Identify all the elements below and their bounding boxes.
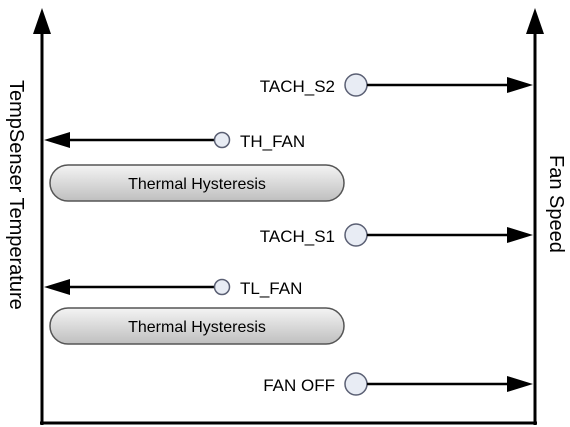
hysteresis-lower-label: Thermal Hysteresis <box>128 319 266 336</box>
tl-fan-arrowhead <box>44 279 70 295</box>
left-axis-arrowhead <box>33 8 51 34</box>
tach-s2-node <box>345 74 367 96</box>
tach-s1-label: TACH_S1 <box>259 227 335 246</box>
right-axis-arrowhead <box>526 8 544 34</box>
tach-s1-arrowhead <box>507 227 533 243</box>
fan-off-label: FAN OFF <box>263 376 335 395</box>
hysteresis-upper-label: Thermal Hysteresis <box>128 176 266 193</box>
th-fan-arrowhead <box>44 132 70 148</box>
tach-s2-label: TACH_S2 <box>259 77 335 96</box>
tach-s1-node <box>345 224 367 246</box>
right-axis-label: Fan Speed <box>545 155 567 253</box>
tach-s2-arrowhead <box>507 77 533 93</box>
tl-fan-label: TL_FAN <box>240 279 303 298</box>
tl-fan-node <box>215 280 230 295</box>
fan-off-node <box>345 373 367 395</box>
left-axis-label: TempSenser Temperature <box>5 80 27 310</box>
fan-off-arrowhead <box>507 376 533 392</box>
th-fan-node <box>215 133 230 148</box>
th-fan-label: TH_FAN <box>240 132 306 151</box>
